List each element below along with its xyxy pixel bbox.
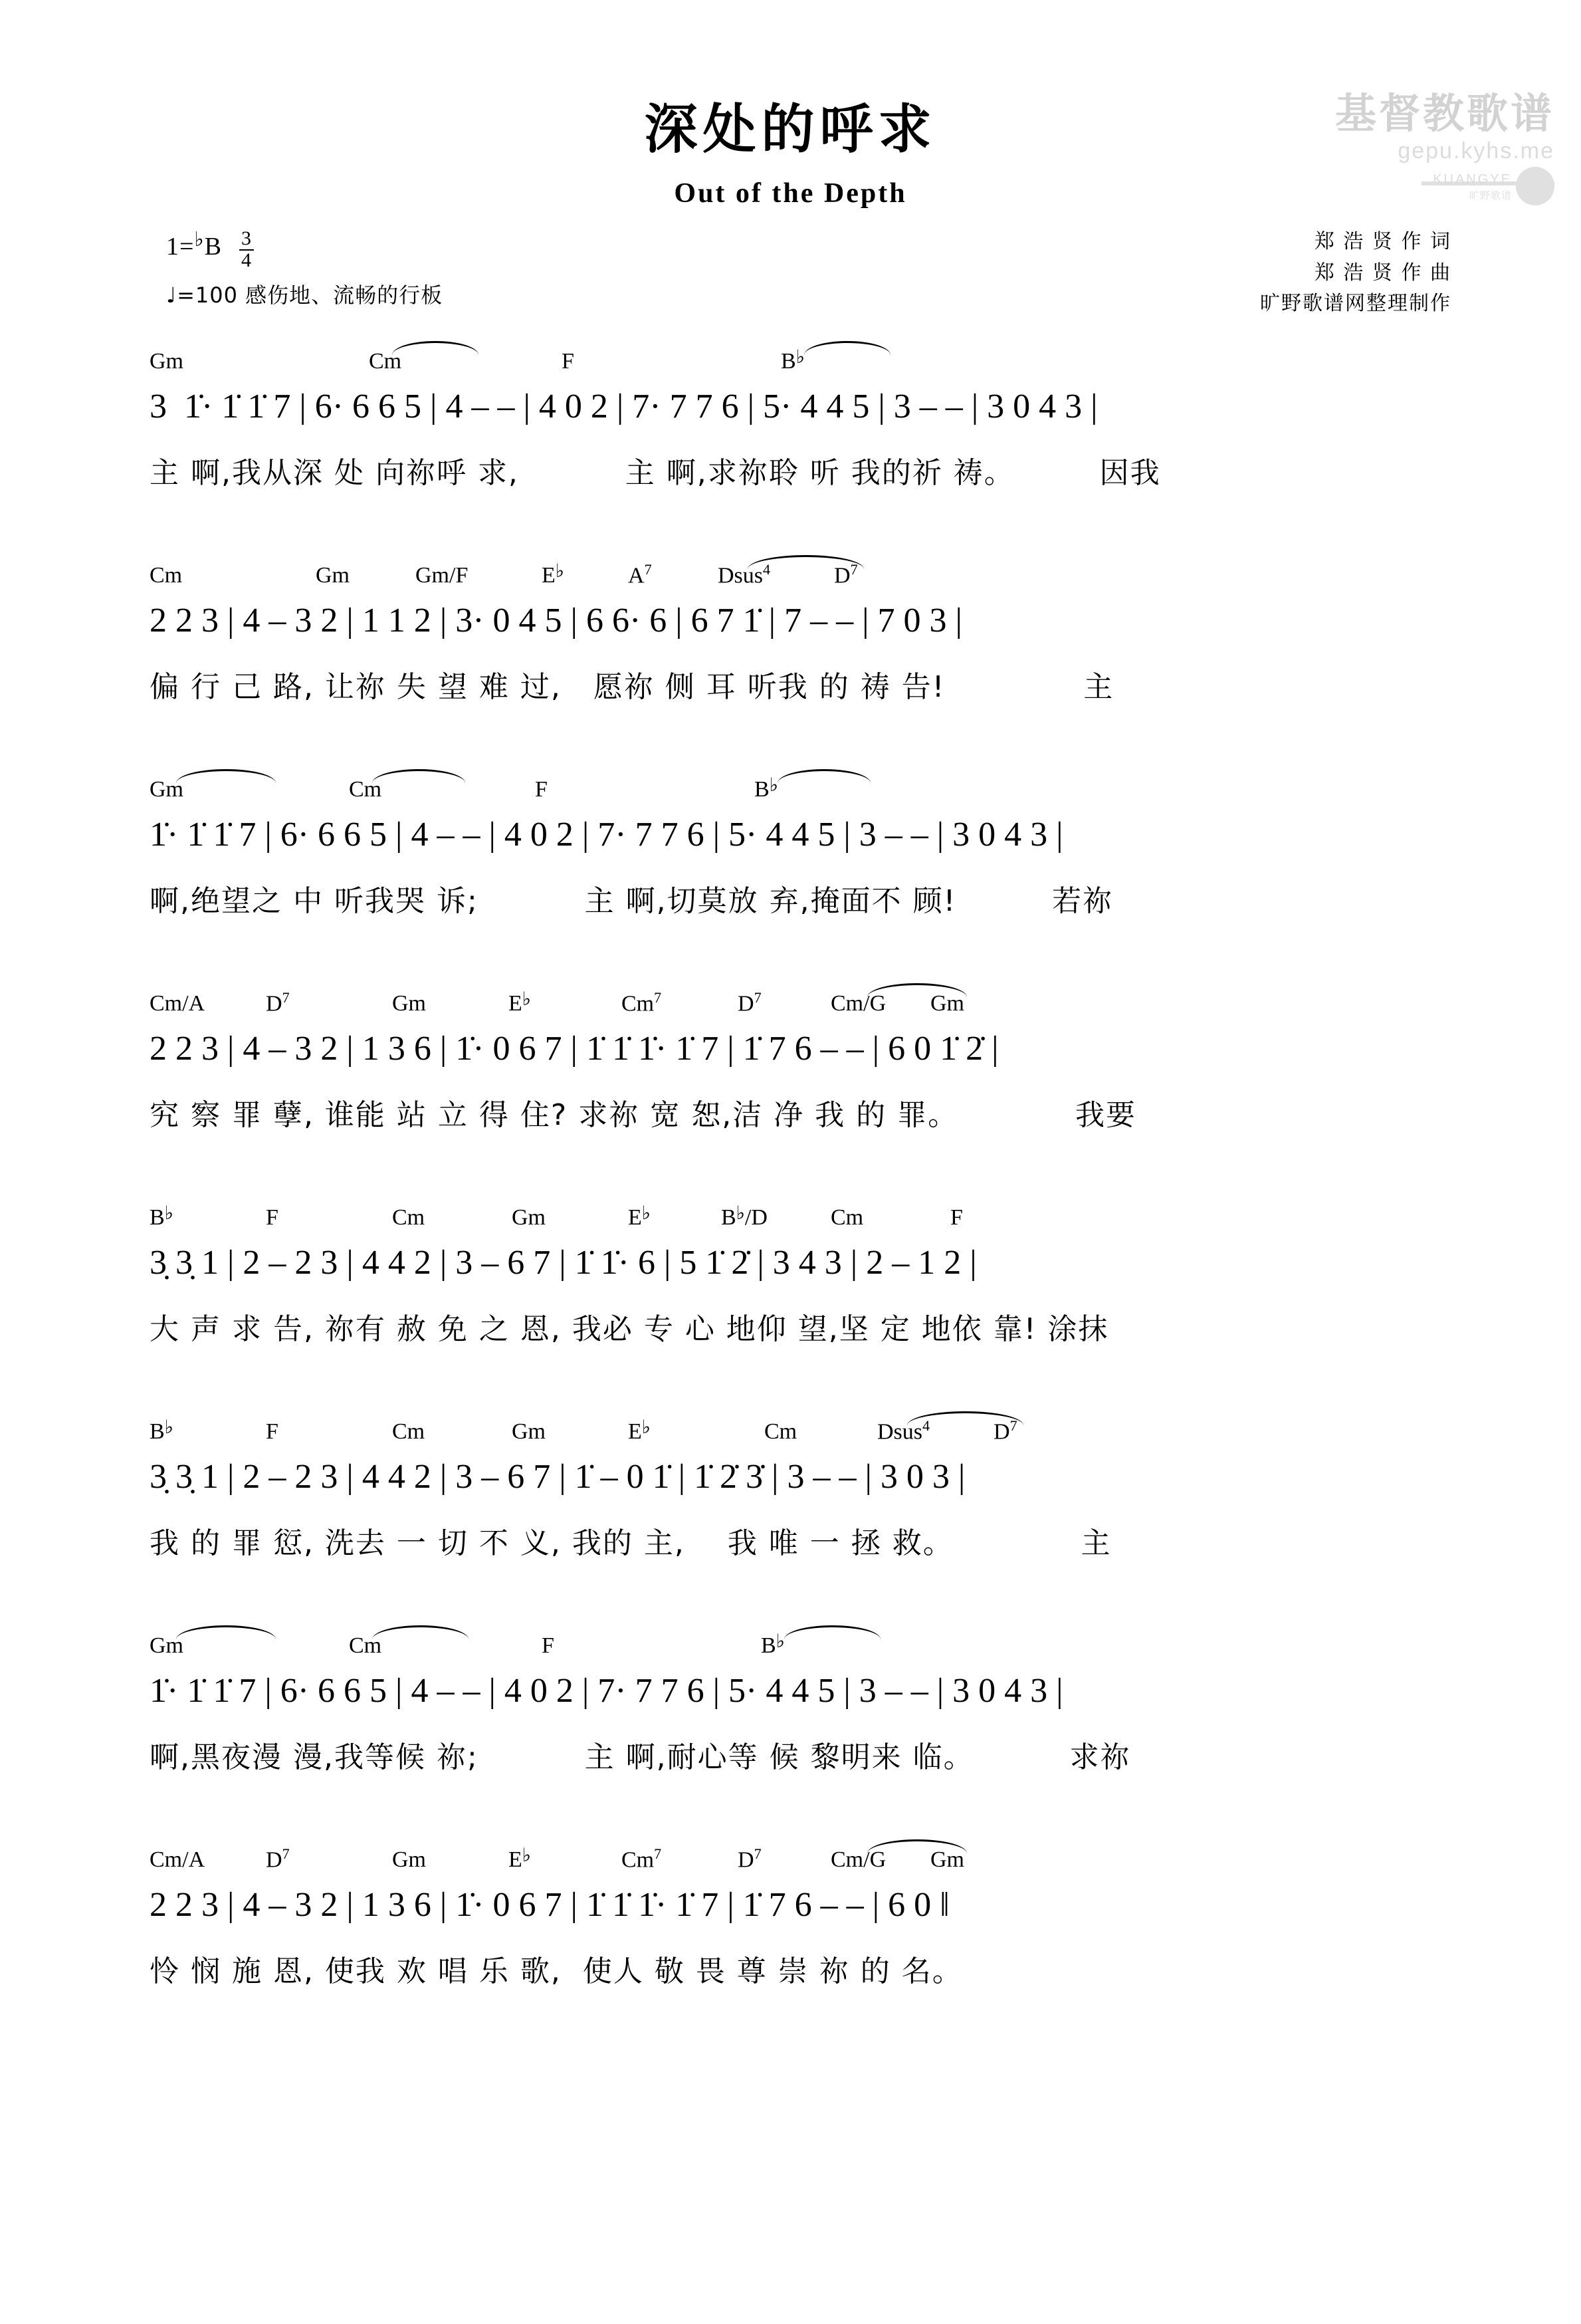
- music-systems: [0, 338, 1581, 2051]
- chord-symbol: Cm/G: [831, 1847, 887, 1872]
- chord-symbol: Gm/F: [415, 563, 469, 588]
- chord-symbol: F: [266, 1205, 278, 1230]
- note-row-5: [150, 1230, 1448, 1294]
- chord-symbol: E♭: [508, 1845, 531, 1872]
- chord-symbol: Cm/G: [831, 991, 887, 1016]
- chord-symbol: Cm: [392, 1419, 425, 1444]
- notation-text: 1̇· 1̇ 1̇ 7 | 6· 6 6 5 | 4 – – | 4 0 2 | 7· 7 7 6 | 5· 4 4 5 | 3 – – | 3 0 4 3 |: [150, 1671, 1063, 1710]
- chord-symbol: Gm: [150, 1633, 183, 1658]
- note-row-4: [150, 1016, 1448, 1080]
- chord-symbol: $D^7$: [834, 560, 858, 588]
- chord-symbol: B♭/D: [721, 1203, 768, 1230]
- chord-symbol: Cm$^7$: [621, 1845, 662, 1872]
- chord-symbol: Gm: [512, 1419, 546, 1444]
- page-title-english: Out of the Depth: [674, 178, 907, 209]
- note-row-1: [150, 374, 1448, 438]
- music-system-2: [0, 552, 1581, 766]
- chord-symbol: Gm: [150, 349, 183, 374]
- notation-text: 3 1̇· 1̇ 1̇ 7 | 6· 6 6 5 | 4 – – | 4 0 2 | 7· 7 7 6 | 5· 4 4 5 | 3 – – | 3 0 4 3 |: [150, 387, 1098, 425]
- watermark: [1334, 89, 1554, 209]
- chord-symbol: Cm: [349, 1633, 382, 1658]
- sheet-music-page: [0, 86, 1581, 2324]
- chord-symbol: Cm: [369, 349, 402, 374]
- time-denominator: 4: [241, 249, 252, 271]
- note-row-7: [150, 1659, 1448, 1722]
- chord-row-1: [150, 338, 1448, 374]
- credit-composer: 郑 浩 贤 作 曲: [1314, 261, 1451, 285]
- chord-symbol: Gm: [316, 563, 350, 588]
- watermark-url: gepu.kyhs.me: [1398, 138, 1554, 164]
- tie-slur: [778, 769, 871, 783]
- chord-symbol: $D^7$: [266, 1845, 290, 1872]
- key-signature: [166, 227, 254, 273]
- lyric-row-1: 主 啊,我从深 处 向祢呼 求, 主 啊,求祢聆 听 我的祈 祷。 因我: [150, 456, 1161, 490]
- credit-source: 旷野歌谱网整理制作: [1260, 292, 1451, 315]
- notation-text: 2 2 3 | 4 – 3 2 | 1 1 2 | 3· 0 4 5 | 6 6· 6 | 6 7 1̇ | 7 – – | 7 0 3 |: [150, 601, 962, 639]
- time-signature: [239, 229, 254, 270]
- chord-row-6: [150, 1409, 1448, 1445]
- chord-symbol: $A^7$: [628, 560, 652, 588]
- chord-symbol: Cm/A: [150, 1847, 205, 1872]
- chord-row-7: [150, 1623, 1448, 1659]
- score-header: [0, 227, 1581, 326]
- chord-symbol: B♭: [150, 1203, 173, 1230]
- chord-symbol: Gm: [392, 1847, 426, 1872]
- time-numerator: 3: [239, 229, 254, 251]
- tie-slur: [392, 341, 478, 355]
- chord-symbol: Cm: [764, 1419, 797, 1444]
- chord-symbol: B♭: [150, 1417, 173, 1444]
- tie-slur: [372, 1625, 469, 1639]
- chord-symbol: $D^7$: [738, 1845, 762, 1872]
- chord-symbol: F: [266, 1419, 278, 1444]
- tie-slur: [176, 1625, 276, 1639]
- watermark-logo-icon: [1335, 171, 1554, 209]
- chord-symbol: $D^7$: [994, 1417, 1017, 1444]
- lyric-row-2: 偏 行 己 路, 让祢 失 望 难 过, 愿祢 侧 耳 听我 的 祷 告! 主: [150, 670, 1114, 704]
- logo-circle-shape: [1516, 167, 1554, 205]
- note-row-2: [150, 588, 1448, 652]
- chord-symbol: F: [562, 349, 574, 374]
- chord-symbol: Gm: [150, 777, 183, 802]
- notation-text: 2 2 3 | 4 – 3 2 | 1 3 6 | 1̇· 0 6 7 | 1̇ 1̇ 1̇· 1̇ 7 | 1̇ 7 6 – – | 6 0 ‖: [150, 1885, 950, 1924]
- note-row-3: [150, 802, 1448, 866]
- chord-symbol: F: [542, 1633, 554, 1658]
- notation-text: 3̣ 3̣ 1 | 2 – 2 3 | 4 4 2 | 3 – 6 7 | 1̇ 1̇· 6 | 5 1̇ 2̇ | 3 4 3 | 2 – 1 2 |: [150, 1243, 977, 1282]
- lyric-row-6: 我 的 罪 愆, 洗去 一 切 不 义, 我的 主, 我 唯 一 拯 救。 主: [150, 1526, 1112, 1560]
- chord-row-8: [150, 1837, 1448, 1873]
- tie-slur: [804, 341, 891, 355]
- music-system-1: [0, 338, 1581, 552]
- chord-symbol: B♭: [754, 775, 778, 802]
- chord-symbol: F: [950, 1205, 963, 1230]
- lyric-row-5: 大 声 求 告, 祢有 赦 免 之 恩, 我必 专 心 地仰 望,坚 定 地依 靠! 涂抹: [150, 1312, 1109, 1346]
- chord-symbol: Cm: [349, 777, 382, 802]
- chord-symbol: Gm: [392, 991, 426, 1016]
- music-system-3: [0, 766, 1581, 981]
- music-system-7: [0, 1623, 1581, 1837]
- music-system-8: [0, 1837, 1581, 2051]
- chord-symbol: $D^7$: [738, 988, 762, 1016]
- music-system-5: [0, 1195, 1581, 1409]
- chord-symbol: F: [535, 777, 548, 802]
- chord-symbol: Gm: [930, 1847, 964, 1872]
- logo-text-bottom: 旷野歌谱: [1469, 190, 1512, 201]
- chord-symbol: Dsus$^4$: [718, 560, 771, 588]
- key-flat-symbol: ♭: [194, 229, 205, 251]
- chord-symbol: Dsus$^4$: [877, 1417, 930, 1444]
- chord-symbol: Cm: [831, 1205, 864, 1230]
- chord-symbol: Cm: [150, 563, 183, 588]
- chord-symbol: E♭: [628, 1203, 651, 1230]
- tie-slur: [784, 1625, 881, 1639]
- note-row-6: [150, 1445, 1448, 1508]
- logo-text-top: KUANGYE: [1433, 172, 1512, 187]
- chord-symbol: B♭: [781, 347, 805, 374]
- lyric-row-8: 怜 悯 施 恩, 使我 欢 唱 乐 歌, 使人 敬 畏 尊 崇 祢 的 名。: [150, 1954, 963, 1988]
- notation-text: 1̇· 1̇ 1̇ 7 | 6· 6 6 5 | 4 – – | 4 0 2 | 7· 7 7 6 | 5· 4 4 5 | 3 – – | 3 0 4 3 |: [150, 815, 1063, 854]
- note-row-8: [150, 1873, 1448, 1936]
- chord-row-2: [150, 552, 1448, 588]
- chord-row-5: [150, 1195, 1448, 1230]
- chord-symbol: E♭: [508, 989, 531, 1016]
- chord-row-3: [150, 766, 1448, 802]
- chord-symbol: Cm$^7$: [621, 988, 662, 1016]
- chord-symbol: Gm: [512, 1205, 546, 1230]
- chord-symbol: Gm: [930, 991, 964, 1016]
- lyric-row-4: 究 察 罪 孽, 谁能 站 立 得 住? 求祢 宽 恕,洁 净 我 的 罪。 我要: [150, 1098, 1136, 1132]
- tie-slur: [372, 769, 465, 783]
- tempo-marking: ♩=100 感伤地、流畅的行板: [166, 283, 443, 308]
- page-title-chinese: 深处的呼求: [644, 98, 937, 160]
- chord-symbol: E♭: [542, 561, 564, 588]
- chord-symbol: B♭: [761, 1631, 785, 1658]
- notation-text: 3̣ 3̣ 1 | 2 – 2 3 | 4 4 2 | 3 – 6 7 | 1̇ – 0 1̇ | 1̇ 2̇ 3̇ | 3 – – | 3 0 3 |: [150, 1457, 966, 1496]
- chord-row-4: [150, 981, 1448, 1016]
- chord-symbol: $D^7$: [266, 988, 290, 1016]
- chord-symbol: Cm: [392, 1205, 425, 1230]
- notation-text: 2 2 3 | 4 – 3 2 | 1 3 6 | 1̇· 0 6 7 | 1̇ 1̇ 1̇· 1̇ 7 | 1̇ 7 6 – – | 6 0 1̇ 2̇ |: [150, 1029, 999, 1068]
- music-system-4: [0, 981, 1581, 1195]
- tie-slur: [176, 769, 276, 783]
- chord-symbol: E♭: [628, 1417, 651, 1444]
- key-label: 1=: [166, 233, 195, 261]
- key-letter: B: [204, 233, 222, 261]
- lyric-row-7: 啊,黑夜漫 漫,我等候 祢; 主 啊,耐心等 候 黎明来 临。 求祢: [150, 1740, 1131, 1774]
- watermark-site-name-cn: 基督教歌谱: [1334, 89, 1554, 138]
- credits-block: [1260, 227, 1451, 320]
- credit-lyricist: 郑 浩 贤 作 词: [1314, 230, 1451, 253]
- chord-symbol: Cm/A: [150, 991, 205, 1016]
- lyric-row-3: 啊,绝望之 中 听我哭 诉; 主 啊,切莫放 弃,掩面不 顾! 若祢: [150, 884, 1114, 918]
- music-system-6: [0, 1409, 1581, 1623]
